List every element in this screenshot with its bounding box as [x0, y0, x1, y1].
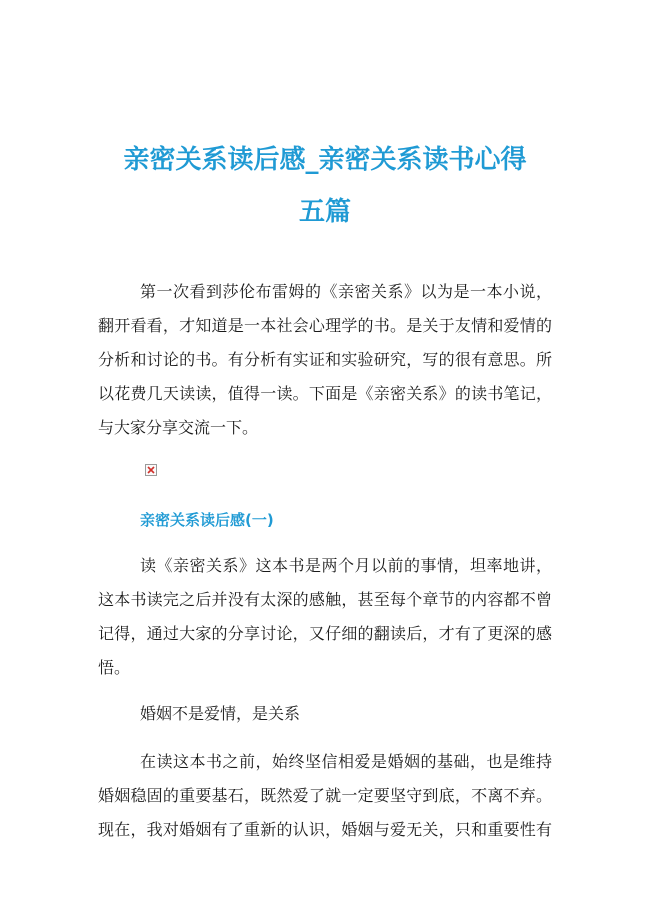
intro-line: 以花费几天读读，值得一读。下面是《亲密关系》的读书笔记，	[98, 384, 552, 403]
title-line-2: 五篇	[298, 197, 351, 227]
paragraph-line: 现在，我对婚姻有了重新的认识，婚姻与爱无关，只和重要性有	[98, 820, 552, 839]
intro-line: 第一次看到莎伦布雷姆的《亲密关系》以为是一本小说，	[140, 282, 552, 301]
intro-line: 与大家分享交流一下。	[98, 418, 259, 437]
page-title	[70, 134, 580, 238]
paragraph-line: 婚姻稳固的重要基石，既然爱了就一定要坚守到底，不离不弃。	[98, 786, 552, 805]
subheading: 婚姻不是爱情，是关系	[140, 704, 301, 723]
paragraph-line: 在读这本书之前，始终坚信相爱是婚姻的基础，也是维持	[140, 752, 552, 771]
title-line-1: 亲密关系读后感_亲密关系读书心得	[123, 145, 527, 175]
paragraph-line: 这本书读完之后并没有太深的感触，甚至每个章节的内容都不曾	[98, 590, 552, 609]
paragraph-line: 悟。	[98, 658, 131, 677]
intro-line: 翻开看看，才知道是一本社会心理学的书。是关于友情和爱情的	[98, 316, 552, 335]
paragraph-line: 读《亲密关系》这本书是两个月以前的事情，坦率地讲，	[140, 556, 552, 575]
broken-image-icon	[145, 464, 157, 476]
section-heading: 亲密关系读后感(一)	[140, 511, 274, 529]
paragraph-line: 记得，通过大家的分享讨论，又仔细的翻读后，才有了更深的感	[98, 624, 552, 643]
intro-line: 分析和讨论的书。有分析有实证和实验研究，写的很有意思。所	[98, 350, 552, 369]
